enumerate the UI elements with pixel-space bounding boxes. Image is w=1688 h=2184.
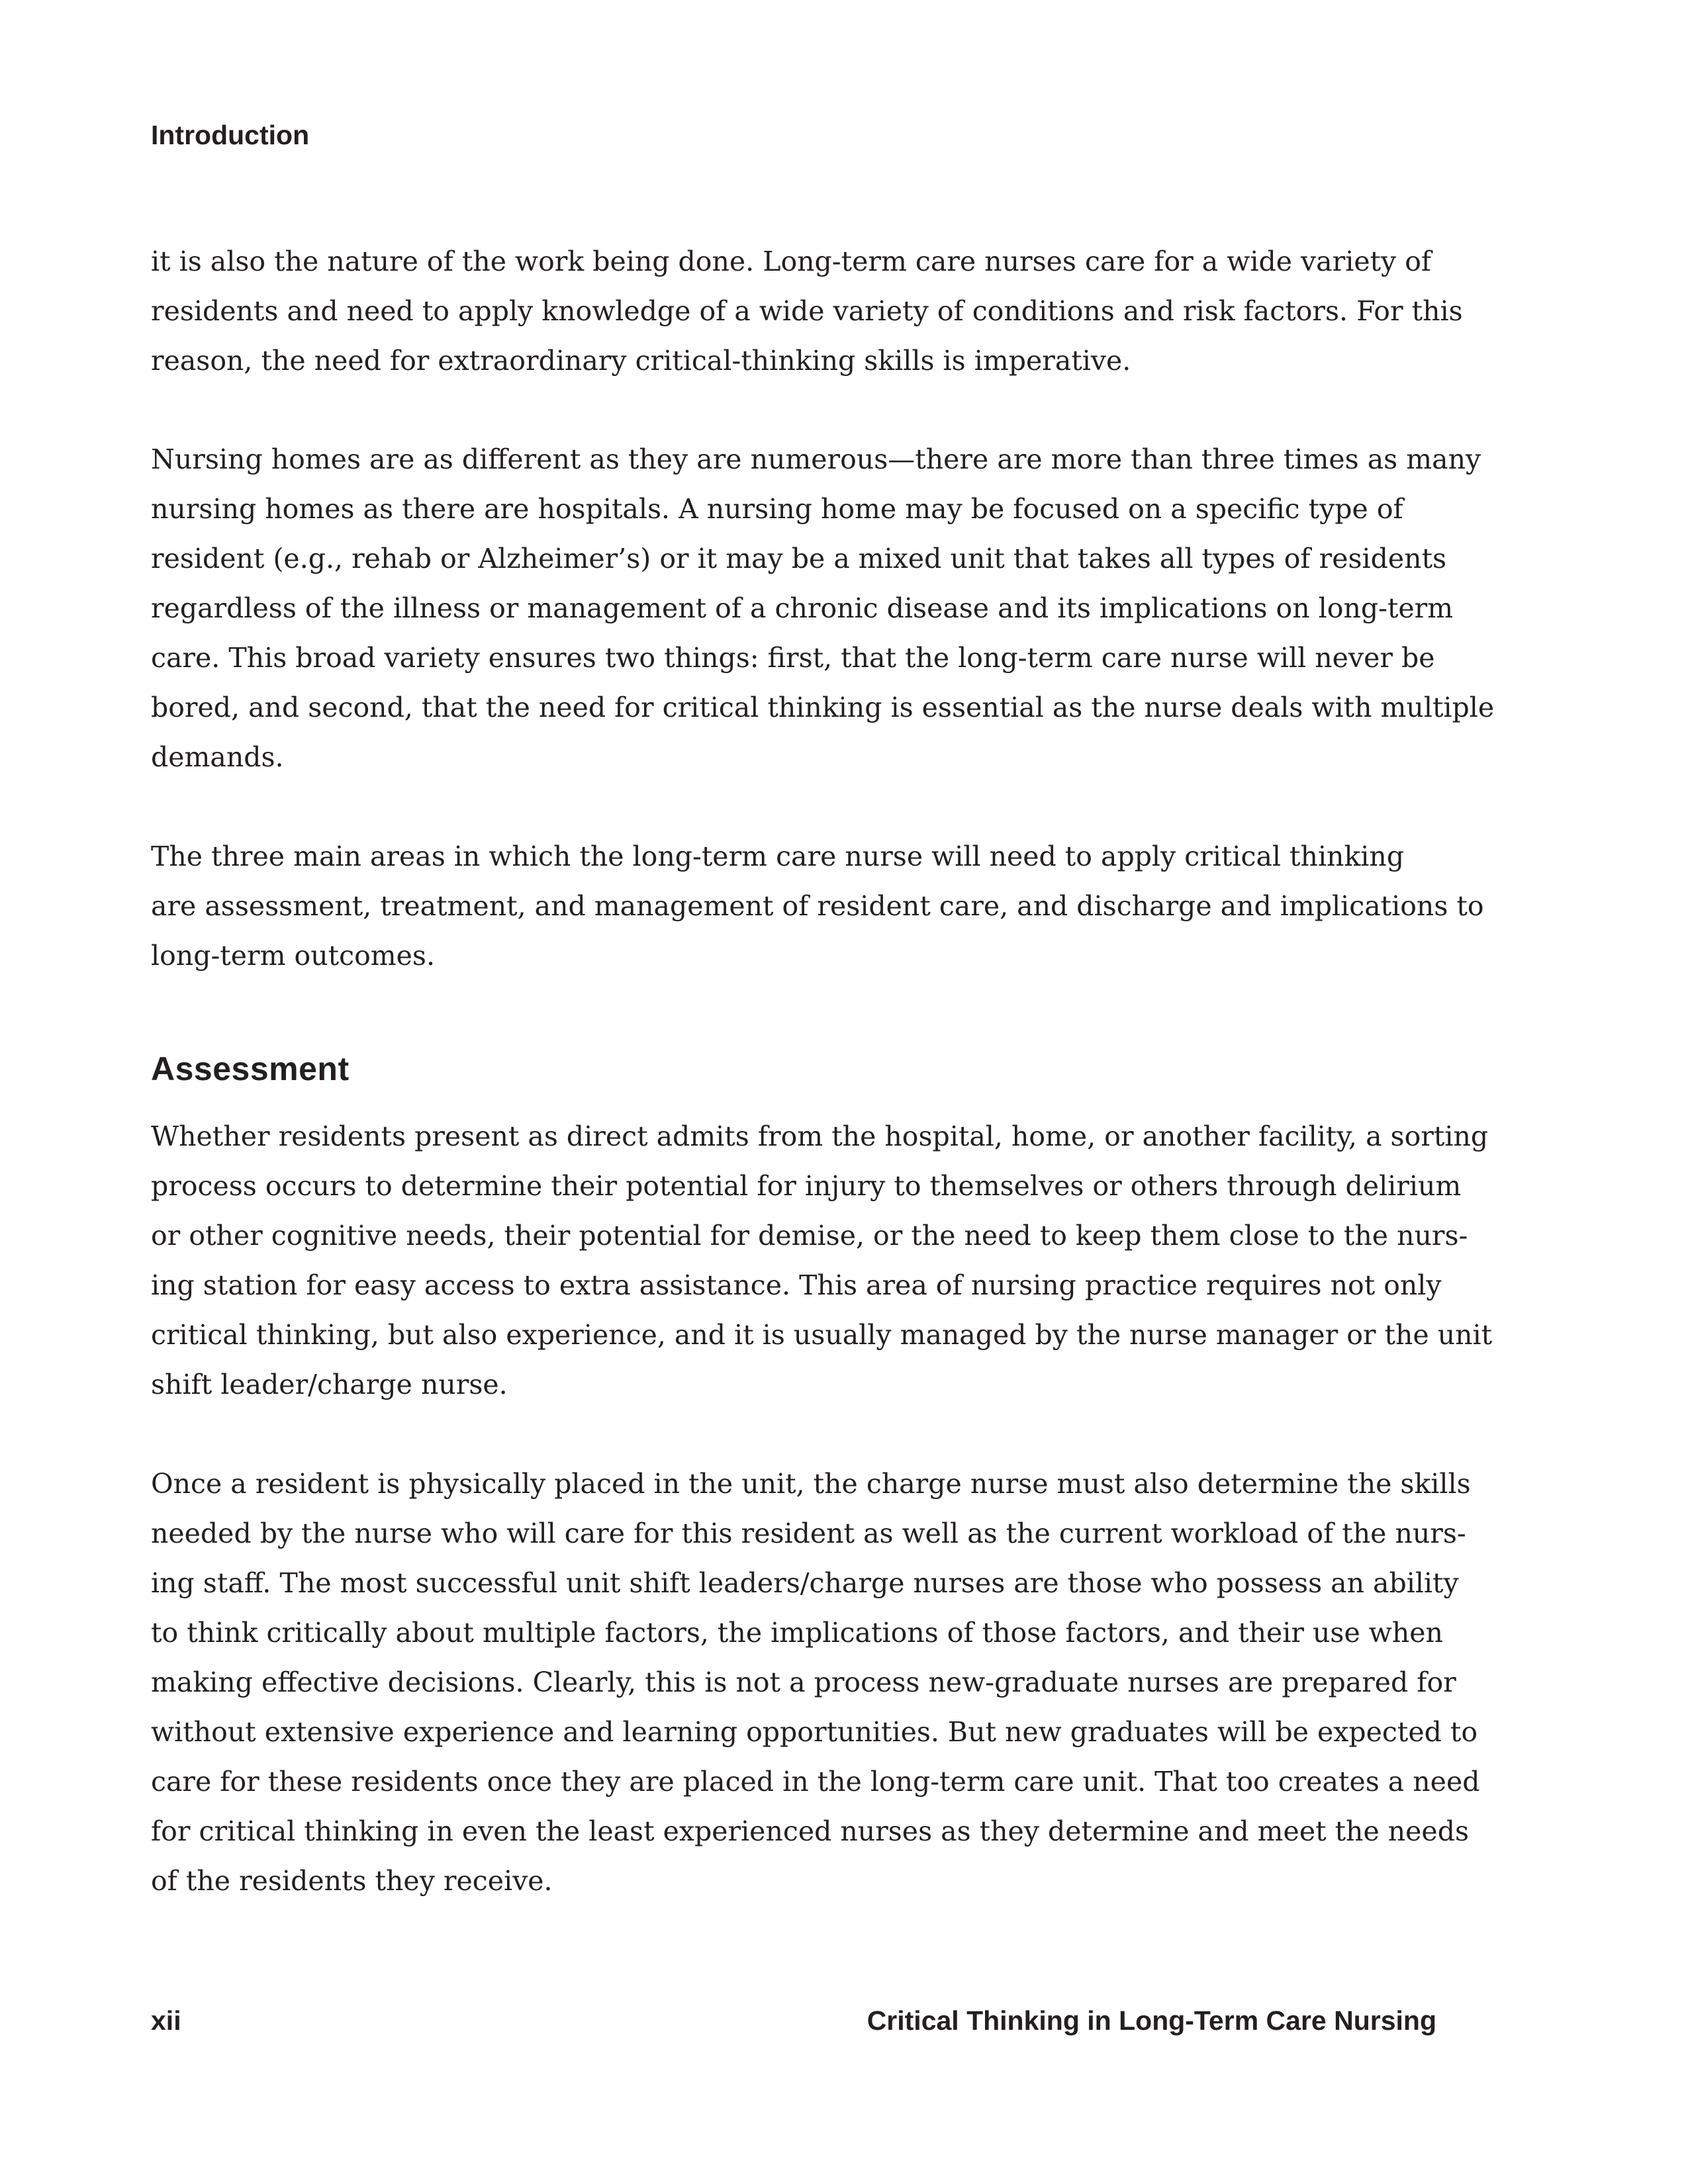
text-line: for critical thinking in even the least experienced nurses as they determine and meet the needs — [151, 1815, 1469, 1847]
text-line: nursing homes as there are hospitals. A nursing home may be focused on a specific type of — [151, 493, 1403, 525]
running-head: Introduction — [151, 120, 310, 150]
section-heading-assessment: Assessment — [151, 1050, 350, 1087]
paragraph-1 — [151, 237, 1463, 386]
text-line: ing staff. The most successful unit shift leaders/charge nurses are those who possess an ability — [151, 1567, 1459, 1599]
assessment-paragraph-1 — [151, 1112, 1493, 1410]
text-line: or other cognitive needs, their potential for demise, or the need to keep them close to the nurs- — [151, 1220, 1468, 1251]
text-line: critical thinking, but also experience, and it is usually managed by the nurse manager or the unit — [151, 1319, 1493, 1351]
text-line: care for these residents once they are placed in the long-term care unit. That too creates a need — [151, 1766, 1480, 1797]
text-line: ing station for easy access to extra assistance. This area of nursing practice requires not only — [151, 1269, 1442, 1301]
text-line: Once a resident is physically placed in the unit, the charge nurse must also determine the skills — [151, 1468, 1471, 1500]
text-line: resident (e.g., rehab or Alzheimer’s) or it may be a mixed unit that takes all types of residents — [151, 543, 1447, 574]
assessment-paragraph-2 — [151, 1459, 1480, 1906]
paragraph-2 — [151, 435, 1495, 782]
text-line: of the residents they receive. — [151, 1865, 553, 1897]
text-line: The three main areas in which the long-term care nurse will need to apply critical thinking — [151, 841, 1405, 872]
text-line: regardless of the illness or management of a chronic disease and its implications on long-term — [151, 592, 1454, 624]
text-line: are assessment, treatment, and management of resident care, and discharge and implications to — [151, 890, 1484, 922]
text-line: demands. — [151, 741, 284, 773]
text-line: without extensive experience and learning opportunities. But new graduates will be expected to — [151, 1716, 1478, 1748]
text-line: Whether residents present as direct admits from the hospital, home, or another facility, a sorting — [151, 1120, 1489, 1152]
text-line: care. This broad variety ensures two things: first, that the long-term care nurse will never be — [151, 642, 1435, 674]
text-line: bored, and second, that the need for critical thinking is essential as the nurse deals with multiple — [151, 692, 1495, 723]
text-line: it is also the nature of the work being done. Long-term care nurses care for a wide variety of — [151, 246, 1432, 277]
text-line: shift leader/charge nurse. — [151, 1369, 508, 1400]
paragraph-3 — [151, 832, 1484, 981]
text-line: making effective decisions. Clearly, this is not a process new-graduate nurses are prepared for — [151, 1666, 1456, 1698]
text-line: to think critically about multiple factors, the implications of those factors, and their use when — [151, 1617, 1443, 1649]
book-title: Critical Thinking in Long-Term Care Nursing — [867, 2005, 1436, 2036]
text-line: long-term outcomes. — [151, 940, 435, 972]
text-line: Nursing homes are as different as they are numerous—there are more than three times as many — [151, 443, 1481, 475]
text-line: reason, the need for extraordinary critical-thinking skills is imperative. — [151, 345, 1131, 377]
page-number: xii — [151, 2005, 181, 2036]
text-line: process occurs to determine their potential for injury to themselves or others through delirium — [151, 1170, 1462, 1202]
text-line: residents and need to apply knowledge of a wide variety of conditions and risk factors. For this — [151, 295, 1463, 327]
text-line: needed by the nurse who will care for this resident as well as the current workload of the nurs- — [151, 1518, 1466, 1549]
